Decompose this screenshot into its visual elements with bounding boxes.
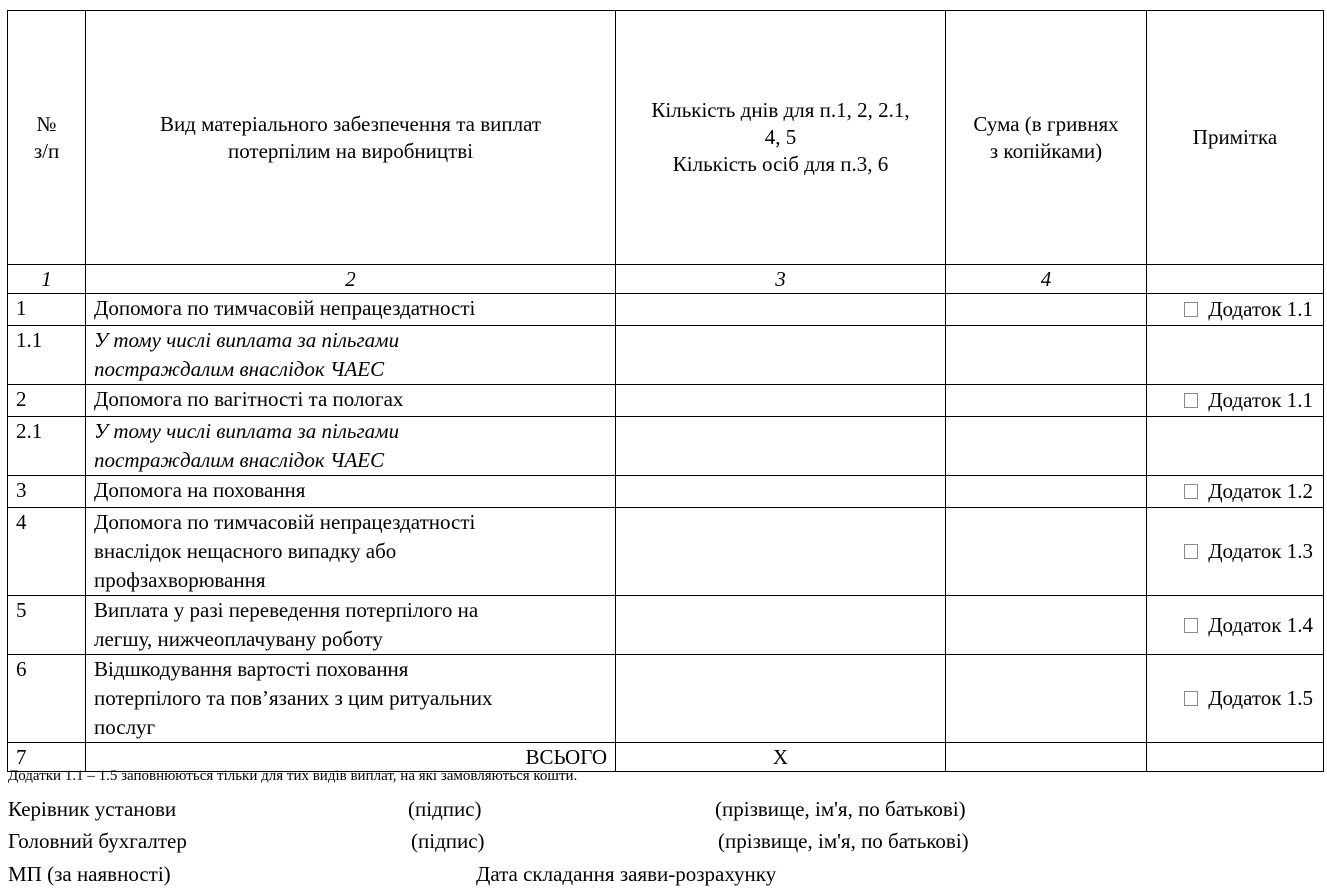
signature-line: (підпис) xyxy=(408,797,482,821)
count-cell[interactable] xyxy=(616,417,946,476)
note-label: Додаток 1.3 xyxy=(1208,539,1313,563)
table-row xyxy=(8,476,1324,508)
name-line: (прізвище, ім'я, по батькові) xyxy=(715,797,966,821)
column-number: 2 xyxy=(86,265,616,294)
sum-cell[interactable] xyxy=(946,596,1147,655)
row-num: 6 xyxy=(8,655,86,743)
row-label: У тому числі виплата за пільгами постраждалим внаслідок ЧАЕС xyxy=(86,326,616,385)
header-row xyxy=(8,11,1324,265)
note-cell xyxy=(1147,476,1324,508)
note-label: Додаток 1.1 xyxy=(1208,388,1313,412)
checkbox-icon[interactable] xyxy=(1184,393,1198,408)
column-number-row xyxy=(8,265,1324,294)
table-row xyxy=(8,596,1324,655)
signature-role: Керівник установи xyxy=(8,797,177,821)
note-cell xyxy=(1147,326,1324,385)
sum-cell[interactable] xyxy=(946,508,1147,596)
total-label: ВСЬОГО xyxy=(86,743,616,772)
signature-role: Головний бухгалтер xyxy=(8,829,187,853)
row-num: 7 xyxy=(8,743,86,772)
header-type: Вид матеріального забезпечення та виплат потерпілим на виробництві xyxy=(86,11,616,265)
row-num: 1 xyxy=(8,294,86,326)
row-num: 3 xyxy=(8,476,86,508)
table-row xyxy=(8,385,1324,417)
note-cell xyxy=(1147,508,1324,596)
note-cell xyxy=(1147,385,1324,417)
row-label: Відшкодування вартості поховання потерпілого та пов’язаних з цим ритуальних послуг xyxy=(86,655,616,743)
count-cell[interactable] xyxy=(616,508,946,596)
row-label: Допомога по тимчасовій непрацездатності внаслідок нещасного випадку або профзахворювання xyxy=(86,508,616,596)
count-cell[interactable] xyxy=(616,655,946,743)
note-cell xyxy=(1147,417,1324,476)
checkbox-icon[interactable] xyxy=(1184,484,1198,499)
table-row xyxy=(8,326,1324,385)
note-cell xyxy=(1147,596,1324,655)
note-cell xyxy=(1147,294,1324,326)
count-cell[interactable] xyxy=(616,326,946,385)
total-sum[interactable] xyxy=(946,743,1147,772)
note-label: Додаток 1.2 xyxy=(1208,479,1313,503)
note-label: Додаток 1.5 xyxy=(1208,686,1313,710)
checkbox-icon[interactable] xyxy=(1184,691,1198,706)
sum-cell[interactable] xyxy=(946,385,1147,417)
column-number: 1 xyxy=(8,265,86,294)
checkbox-icon[interactable] xyxy=(1184,302,1198,317)
total-note xyxy=(1147,743,1324,772)
sum-cell[interactable] xyxy=(946,417,1147,476)
sum-cell[interactable] xyxy=(946,476,1147,508)
benefits-table xyxy=(7,10,1324,772)
row-label: Допомога по вагітності та пологах xyxy=(86,385,616,417)
table-row xyxy=(8,294,1324,326)
sum-cell[interactable] xyxy=(946,655,1147,743)
column-number xyxy=(1147,265,1324,294)
name-line: (прізвище, ім'я, по батькові) xyxy=(718,829,969,853)
count-cell[interactable] xyxy=(616,476,946,508)
checkbox-icon[interactable] xyxy=(1184,544,1198,559)
total-count: Х xyxy=(616,743,946,772)
sum-cell[interactable] xyxy=(946,326,1147,385)
signature-line: (підпис) xyxy=(411,829,485,853)
header-count: Кількість днів для п.1, 2, 2.1, 4, 5 Кількість осіб для п.3, 6 xyxy=(616,11,946,265)
row-label: Допомога по тимчасовій непрацездатності xyxy=(86,294,616,326)
row-label: Виплата у разі переведення потерпілого на легшу, нижчеоплачувану роботу xyxy=(86,596,616,655)
row-num: 2 xyxy=(8,385,86,417)
note-label: Додаток 1.1 xyxy=(1208,297,1313,321)
column-number: 3 xyxy=(616,265,946,294)
column-number: 4 xyxy=(946,265,1147,294)
header-num: № з/п xyxy=(8,11,86,265)
row-num: 1.1 xyxy=(8,326,86,385)
row-label: У тому числі виплата за пільгами постраждалим внаслідок ЧАЕС xyxy=(86,417,616,476)
table-row xyxy=(8,655,1324,743)
row-num: 2.1 xyxy=(8,417,86,476)
table-row xyxy=(8,508,1324,596)
count-cell[interactable] xyxy=(616,294,946,326)
header-note: Примітка xyxy=(1147,11,1324,265)
row-num: 5 xyxy=(8,596,86,655)
checkbox-icon[interactable] xyxy=(1184,618,1198,633)
header-sum: Сума (в гривнях з копійками) xyxy=(946,11,1147,265)
date-label: Дата складання заяви-розрахунку xyxy=(476,862,777,886)
row-num: 4 xyxy=(8,508,86,596)
note-cell xyxy=(1147,655,1324,743)
row-label: Допомога на поховання xyxy=(86,476,616,508)
stamp-label: МП (за наявності) xyxy=(8,862,171,886)
count-cell[interactable] xyxy=(616,385,946,417)
note-label: Додаток 1.4 xyxy=(1208,612,1313,637)
count-cell[interactable] xyxy=(616,596,946,655)
footnote: Додатки 1.1 – 1.5 заповнюються тільки для тих видів виплат, на які замовляються кошти. xyxy=(8,768,578,784)
table-row xyxy=(8,417,1324,476)
sum-cell[interactable] xyxy=(946,294,1147,326)
